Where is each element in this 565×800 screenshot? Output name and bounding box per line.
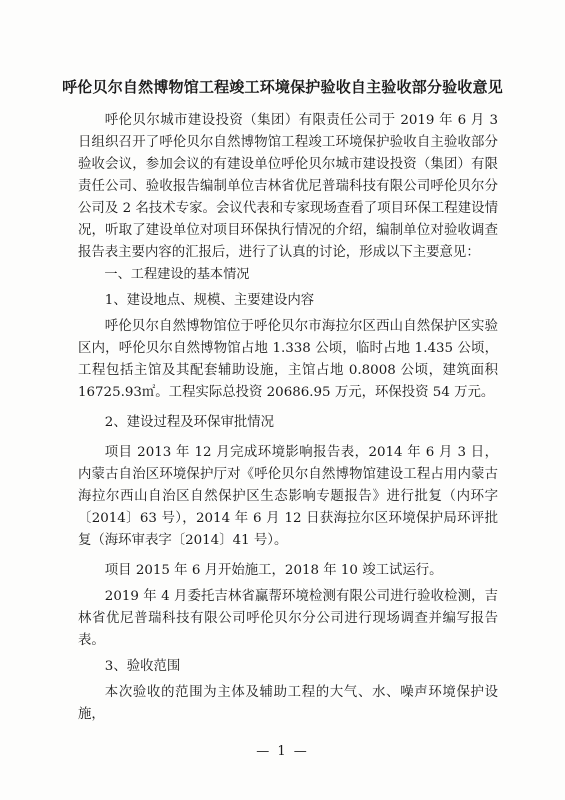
scope-paragraph: 本次验收的范围为主体及辅助工程的大气、水、噪声环境保护设施， [78, 685, 498, 722]
location-paragraph: 呼伦贝尔自然博物馆位于呼伦贝尔市海拉尔区西山自然保护区实验区内，呼伦贝尔自然博物馆占地 1.338 公顷，临时占地 1.435 公顷，工程包括主馆及其配套辅助设施，主馆占地 0.8008 公顷，建筑面积 16725.93㎡。工程实际总投资 20686.95 万元，环保投资 54 万元。 [78, 319, 498, 400]
subsection-heading-location: 1、建设地点、规模、主要建设内容 [104, 293, 315, 308]
construction-paragraph: 项目 2015 年 6 月开始施工，2018 年 10 竣工试运行。 [104, 563, 443, 578]
document-body [78, 110, 498, 726]
section-heading-basic-info: 一、工程建设的基本情况 [104, 267, 250, 282]
intro-paragraph: 呼伦贝尔城市建设投资（集团）有限责任公司于 2019 年 6 月 3 日组织召开了呼伦贝尔自然博物馆工程竣工环境保护验收自主验收部分验收会议，参加会议的有建设单位呼伦贝尔城市建设投资（集团）有限责任公司、验收报告编制单位吉林省优尼普瑞科技有限公司呼伦贝尔分公司及 2 名技术专家。会议代表和专家现场查看了项目环保工程建设情况，听取了建设单位对项目环保执行情况的介绍，编制单位对验收调查报告表主要内容的汇报后，进行了认真的讨论，形成以下主要意见： [78, 113, 498, 260]
subsection-heading-scope: 3、验收范围 [104, 659, 181, 674]
document-title: 呼伦贝尔自然博物馆工程竣工环境保护验收自主验收部分验收意见 [62, 78, 503, 96]
subsection-heading-approval: 2、建设过程及环保审批情况 [104, 415, 275, 430]
page-number: — 1 — [256, 744, 309, 759]
inspection-paragraph: 2019 年 4 月委托吉林省赢帮环境检测有限公司进行验收检测，吉林省优尼普瑞科技有限公司呼伦贝尔分公司进行现场调查并编写报告表。 [78, 589, 498, 648]
approval-paragraph: 项目 2013 年 12 月完成环境影响报告表，2014 年 6 月 3 日，内蒙古自治区环境保护厅对《呼伦贝尔自然博物馆建设工程占用内蒙古海拉尔西山自治区自然保护区生态影响专题报告》进行批复（内环字〔2014〕63 号），2014 年 6 月 12 日获海拉尔区环境保护局环评批复（海环审表字〔2014〕41 号）。 [78, 445, 498, 548]
